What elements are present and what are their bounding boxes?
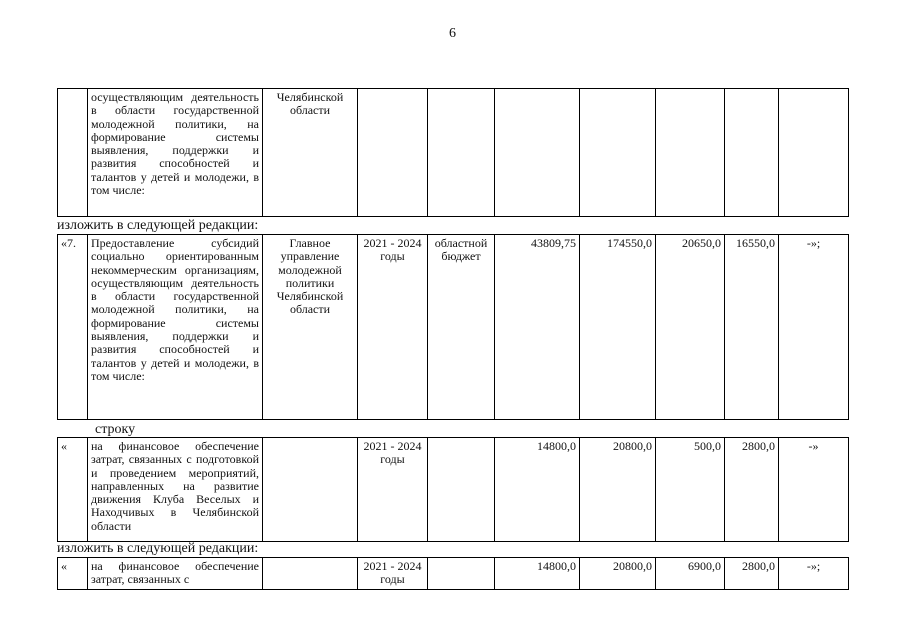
cell-period: 2021 - 2024 годы	[358, 558, 428, 590]
cell-end	[779, 89, 849, 217]
cell-executor: Челябинской области	[263, 89, 358, 217]
cell-period	[358, 89, 428, 217]
page-number: 6	[449, 26, 456, 41]
cell-num: «	[58, 558, 88, 590]
cell-source	[428, 438, 495, 542]
cell-num: «	[58, 438, 88, 542]
cell-executor	[263, 558, 358, 590]
cell-value-1: 14800,0	[495, 438, 580, 542]
cell-source	[428, 89, 495, 217]
cell-value-2: 20800,0	[580, 558, 656, 590]
cell-end: -»;	[779, 558, 849, 590]
cell-description: Предоставление субсидий социально ориентированным некоммерческим организациям, осуществляющим деятельность в области государственной молодежной политики, на формирование системы выявления, поддержки и развития способностей и талантов у детей и молодежи, в том числе:	[88, 235, 263, 420]
table-row-kvn-new	[57, 557, 849, 590]
cell-value-2	[580, 89, 656, 217]
cell-executor	[263, 438, 358, 542]
cell-value-2: 20800,0	[580, 438, 656, 542]
cell-value-3: 6900,0	[656, 558, 725, 590]
cell-value-4: 16550,0	[725, 235, 779, 420]
cell-period: 2021 - 2024 годы	[358, 235, 428, 420]
cell-executor: Главное управление молодежной политики Челябинской области	[263, 235, 358, 420]
table-row-7	[57, 234, 849, 420]
cell-value-2: 174550,0	[580, 235, 656, 420]
cell-source: областной бюджет	[428, 235, 495, 420]
cell-end: -»;	[779, 235, 849, 420]
cell-value-1: 14800,0	[495, 558, 580, 590]
cell-description: осуществляющим деятельность в области государственной молодежной политики, на формирование системы выявления, поддержки и развития способностей и талантов у детей и молодежи, в том числе:	[88, 89, 263, 217]
cell-description: на финансовое обеспечение затрат, связанных с	[88, 558, 263, 590]
cell-value-1: 43809,75	[495, 235, 580, 420]
caption-row: строку	[95, 422, 136, 437]
cell-period: 2021 - 2024 годы	[358, 438, 428, 542]
cell-value-4: 2800,0	[725, 558, 779, 590]
cell-value-3: 500,0	[656, 438, 725, 542]
cell-value-4: 2800,0	[725, 438, 779, 542]
cell-value-1	[495, 89, 580, 217]
caption-new-edition-2: изложить в следующей редакции:	[57, 541, 259, 556]
cell-description: на финансовое обеспечение затрат, связанных с подготовкой и проведением мероприятий, направленных на развитие движения Клуба Веселых и Находчивых в Челябинской области	[88, 438, 263, 542]
cell-value-3: 20650,0	[656, 235, 725, 420]
table-row-kvn-old	[57, 437, 849, 542]
caption-new-edition-1: изложить в следующей редакции:	[57, 218, 259, 233]
cell-value-4	[725, 89, 779, 217]
table-row-continued	[57, 88, 849, 217]
cell-source	[428, 558, 495, 590]
cell-num: «7.	[58, 235, 88, 420]
cell-end: -»	[779, 438, 849, 542]
cell-value-3	[656, 89, 725, 217]
cell-num	[58, 89, 88, 217]
